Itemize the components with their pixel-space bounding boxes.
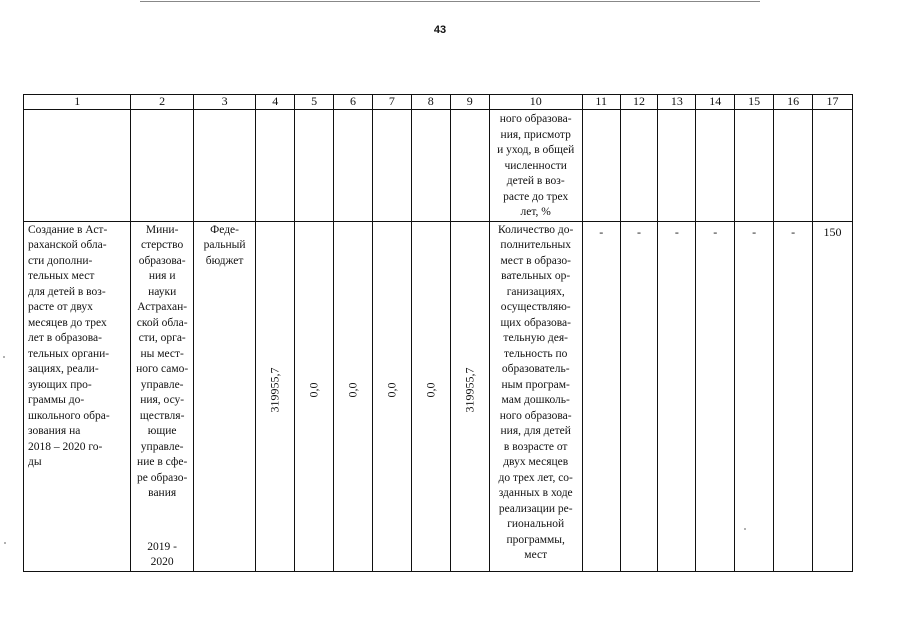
text-line: гиональной [507, 518, 565, 530]
text-line: ществля- [139, 409, 185, 422]
amount-value: 0,0 [423, 382, 438, 397]
header-cell: 17 [813, 95, 853, 110]
text-line: ным програм- [501, 378, 570, 391]
empty-cell [24, 110, 131, 222]
header-cell: 6 [334, 95, 373, 110]
empty-cell [450, 110, 489, 222]
header-cell: 1 [24, 95, 131, 110]
header-cell: 4 [256, 95, 295, 110]
page-number: 43 [433, 24, 447, 36]
year-value-cell [696, 221, 735, 571]
text-line: вания [148, 487, 177, 499]
text-line: зующих про- [28, 378, 92, 391]
text-line: образова- [138, 254, 186, 267]
empty-cell [256, 110, 295, 222]
text-line: тельных органи- [28, 347, 110, 360]
year-value: - [752, 224, 757, 239]
amount-cell [450, 221, 489, 571]
text-line: мест в образо- [500, 254, 571, 267]
text-line: ния, присмотр [500, 128, 571, 141]
text-line: ды [28, 456, 42, 468]
text-line: Астрахан- [137, 301, 188, 313]
year-value: - [637, 224, 642, 239]
empty-cell [193, 110, 255, 222]
text-line: 2020 [150, 556, 174, 568]
text-line: Феде- [210, 223, 239, 236]
text-line: ющие [147, 425, 177, 437]
source-cell [193, 221, 255, 571]
text-line: расте до трех [503, 190, 569, 203]
empty-cell [582, 110, 620, 222]
year-value: - [791, 224, 796, 239]
year-value-cell [735, 221, 774, 571]
text-line: ре образо- [137, 471, 188, 484]
text-line: ния, осу- [140, 394, 185, 406]
amount-cell [256, 221, 295, 571]
text-line: тельную дея- [503, 332, 568, 344]
indicator-text [490, 222, 582, 564]
empty-cell [411, 110, 450, 222]
table-row [24, 221, 853, 571]
text-line: месяцев до трех [28, 316, 107, 329]
text-line: науки [148, 285, 177, 298]
text-line: ного само- [136, 363, 189, 375]
amount-value: 0,0 [384, 382, 399, 397]
text-line: программы, [506, 533, 565, 546]
text-line: управле- [140, 378, 184, 391]
header-cell: 13 [658, 95, 696, 110]
text-line: лет в образова- [28, 332, 102, 344]
continued-indicator-text [490, 110, 582, 221]
empty-cell [658, 110, 696, 222]
amount-cell [411, 221, 450, 571]
empty-cell [696, 110, 735, 222]
text-line: ния и [148, 270, 176, 282]
target-value-cell [813, 221, 853, 571]
text-line: ральный [203, 239, 246, 251]
responsible-cell [131, 221, 193, 571]
text-line: щих образова- [500, 316, 571, 329]
header-cell: 2 [131, 95, 193, 110]
period [131, 540, 192, 571]
indicator-cell [489, 221, 582, 571]
scan-speck [3, 356, 5, 358]
amount-value: 319955,7 [267, 367, 282, 412]
text-line: раханской обла- [28, 239, 107, 251]
text-line: сти дополни- [28, 254, 93, 267]
text-line: зациях, реали- [28, 363, 99, 375]
header-cell: 10 [489, 95, 582, 110]
text-line: мам дошколь- [501, 394, 570, 406]
amount-cell [372, 221, 411, 571]
text-line: граммы до- [28, 394, 85, 406]
text-line: до трех лет, со- [498, 471, 573, 484]
column-number-row [24, 95, 853, 110]
header-cell: 15 [735, 95, 774, 110]
header-cell: 8 [411, 95, 450, 110]
text-line: ганизациях, [506, 285, 565, 298]
empty-cell [372, 110, 411, 222]
text-line: ного образова- [499, 409, 572, 422]
text-line: ния, для детей [500, 425, 571, 437]
text-line: сти, орга- [138, 332, 186, 344]
year-value: - [674, 224, 679, 239]
text-line: стерство [141, 239, 184, 251]
text-line: мест [524, 549, 548, 561]
amount-value: 319955,7 [461, 367, 476, 412]
empty-cell [774, 110, 813, 222]
task-cell [24, 221, 131, 571]
scan-edge-line [140, 1, 760, 2]
header-cell: 3 [193, 95, 255, 110]
text-line: расте от двух [28, 301, 93, 313]
text-line: управле- [140, 440, 184, 453]
text-line: Мини- [145, 223, 179, 236]
text-line: Количество до- [498, 223, 574, 236]
text-line: вательных ор- [501, 270, 571, 282]
text-line: 2018 – 2020 го- [28, 440, 103, 453]
text-line: в возрасте от [503, 440, 568, 453]
text-line: тельных мест [28, 270, 95, 282]
year-value: - [599, 224, 604, 239]
empty-cell [334, 110, 373, 222]
header-cell: 12 [620, 95, 658, 110]
text-line: двух месяцев [503, 456, 569, 468]
text-line: образователь- [501, 363, 570, 375]
text-line: Создание в Аст- [28, 223, 108, 236]
amount-cell [334, 221, 373, 571]
header-cell: 11 [582, 95, 620, 110]
year-value-cell [582, 221, 620, 571]
text-line: зданных в ходе [498, 487, 573, 499]
text-line: детей в воз- [506, 175, 565, 187]
header-cell: 7 [372, 95, 411, 110]
text-line: ской обла- [136, 316, 188, 329]
text-line: зования на [28, 425, 81, 437]
text-line: лет, % [520, 206, 551, 218]
target-value: 150 [823, 224, 842, 239]
text-line: полнительных [500, 239, 571, 251]
empty-cell [131, 110, 193, 222]
header-cell: 5 [295, 95, 334, 110]
scan-speck [4, 542, 6, 544]
continued-indicator-cell [489, 110, 582, 222]
funding-source-text [194, 222, 255, 270]
budget-table [23, 94, 853, 572]
year-value: - [713, 224, 718, 239]
text-line: бюджет [205, 254, 244, 267]
year-value-cell [774, 221, 813, 571]
text-line: школьного обра- [28, 409, 110, 422]
empty-cell [620, 110, 658, 222]
text-line: ние в сфе- [137, 456, 188, 468]
year-value-cell [658, 221, 696, 571]
responsible-text [131, 222, 192, 571]
text-line: 2019 - [147, 540, 178, 553]
header-cell: 16 [774, 95, 813, 110]
text-line: ного образова- [499, 113, 572, 125]
text-line: осуществляю- [500, 301, 571, 313]
amount-value: 0,0 [306, 382, 321, 397]
empty-cell [295, 110, 334, 222]
text-line: ны мест- [140, 347, 184, 360]
year-value-cell [620, 221, 658, 571]
text-line: тельность по [503, 347, 568, 360]
empty-cell [735, 110, 774, 222]
task-text [24, 222, 130, 471]
text-line: численности [504, 159, 567, 172]
text-line: для детей в воз- [28, 285, 106, 298]
header-cell: 9 [450, 95, 489, 110]
text-line: и уход, в общей [497, 144, 575, 156]
amount-value: 0,0 [345, 382, 360, 397]
amount-cell [295, 221, 334, 571]
empty-cell [813, 110, 853, 222]
header-cell: 14 [696, 95, 735, 110]
continuation-row [24, 110, 853, 222]
text-line: реализации ре- [498, 502, 573, 515]
